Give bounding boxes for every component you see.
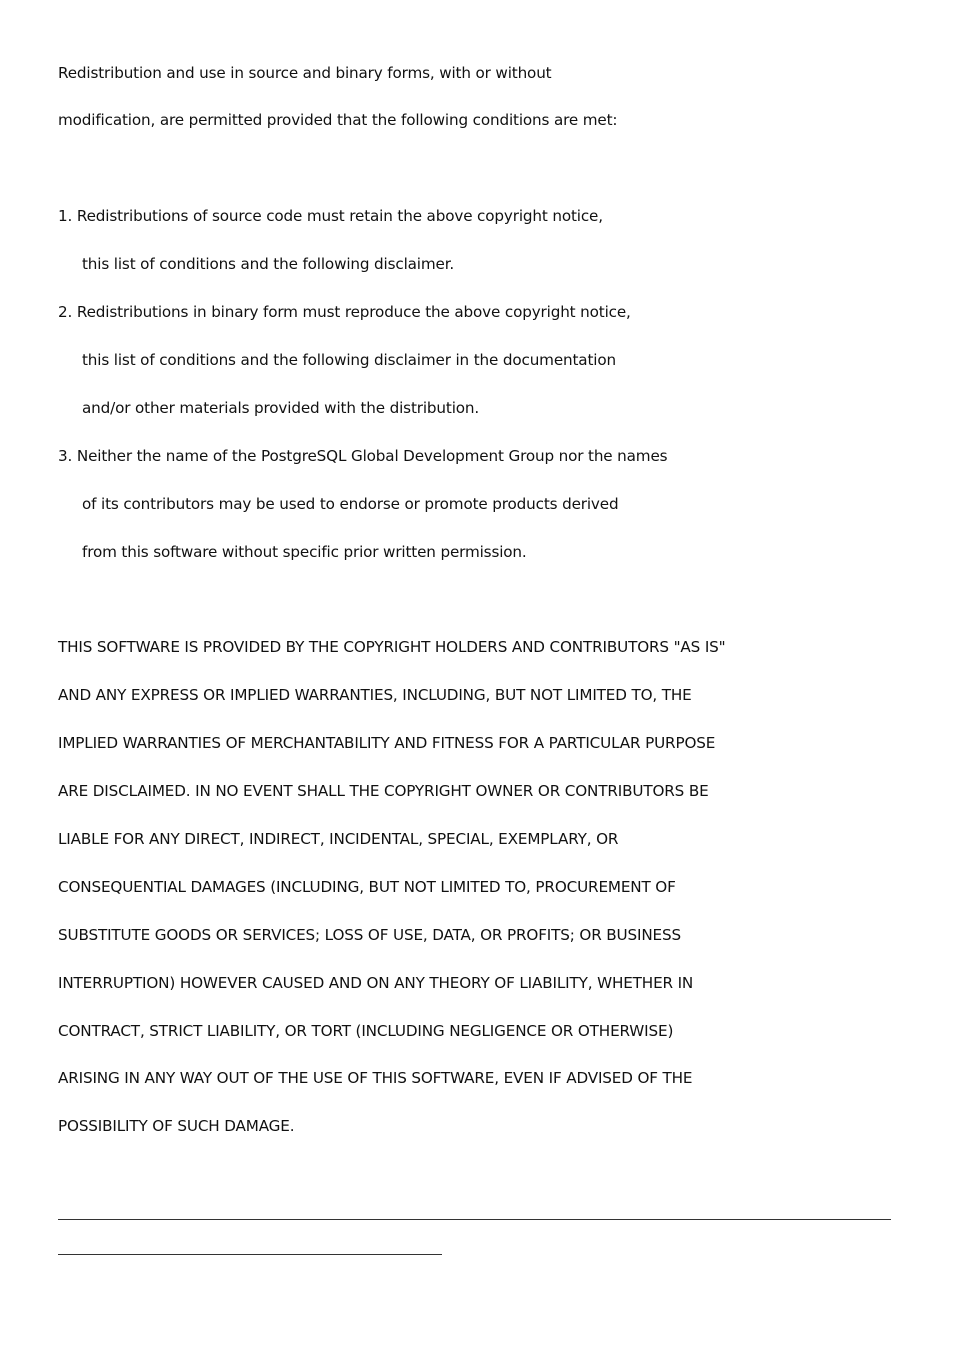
disclaimer-line: CONTRACT, STRICT LIABILITY, OR TORT (INCLUDING NEGLIGENCE OR OTHERWISE) <box>58 1022 674 1040</box>
disclaimer-line: THIS SOFTWARE IS PROVIDED BY THE COPYRIGHT HOLDERS AND CONTRIBUTORS "AS IS" <box>58 638 726 656</box>
disclaimer-line: CONSEQUENTIAL DAMAGES (INCLUDING, BUT NOT LIMITED TO, PROCUREMENT OF <box>58 878 676 896</box>
separator-rule-short <box>58 1254 442 1255</box>
disclaimer-line: ARE DISCLAIMED. IN NO EVENT SHALL THE COPYRIGHT OWNER OR CONTRIBUTORS BE <box>58 782 709 800</box>
condition-line: this list of conditions and the following disclaimer in the documentation <box>82 351 616 369</box>
disclaimer-line: POSSIBILITY OF SUCH DAMAGE. <box>58 1117 295 1135</box>
condition-line: of its contributors may be used to endorse or promote products derived <box>82 495 619 513</box>
condition-line: 2. Redistributions in binary form must reproduce the above copyright notice, <box>58 303 631 321</box>
disclaimer-line: INTERRUPTION) HOWEVER CAUSED AND ON ANY THEORY OF LIABILITY, WHETHER IN <box>58 974 694 992</box>
disclaimer-line: AND ANY EXPRESS OR IMPLIED WARRANTIES, INCLUDING, BUT NOT LIMITED TO, THE <box>58 686 692 704</box>
disclaimer-line: SUBSTITUTE GOODS OR SERVICES; LOSS OF USE, DATA, OR PROFITS; OR BUSINESS <box>58 926 681 944</box>
condition-line: 1. Redistributions of source code must retain the above copyright notice, <box>58 207 603 225</box>
disclaimer-line: IMPLIED WARRANTIES OF MERCHANTABILITY AND FITNESS FOR A PARTICULAR PURPOSE <box>58 734 716 752</box>
condition-line: this list of conditions and the following disclaimer. <box>82 255 455 273</box>
intro-line: Redistribution and use in source and binary forms, with or without <box>58 64 552 82</box>
intro-line: modification, are permitted provided that the following conditions are met: <box>58 111 618 129</box>
separator-rule <box>58 1219 891 1220</box>
disclaimer-line: ARISING IN ANY WAY OUT OF THE USE OF THIS SOFTWARE, EVEN IF ADVISED OF THE <box>58 1069 693 1087</box>
condition-line: from this software without specific prior written permission. <box>82 543 527 561</box>
condition-line: 3. Neither the name of the PostgreSQL Global Development Group nor the names <box>58 447 668 465</box>
condition-line: and/or other materials provided with the distribution. <box>82 399 480 417</box>
disclaimer-line: LIABLE FOR ANY DIRECT, INDIRECT, INCIDENTAL, SPECIAL, EXEMPLARY, OR <box>58 830 619 848</box>
